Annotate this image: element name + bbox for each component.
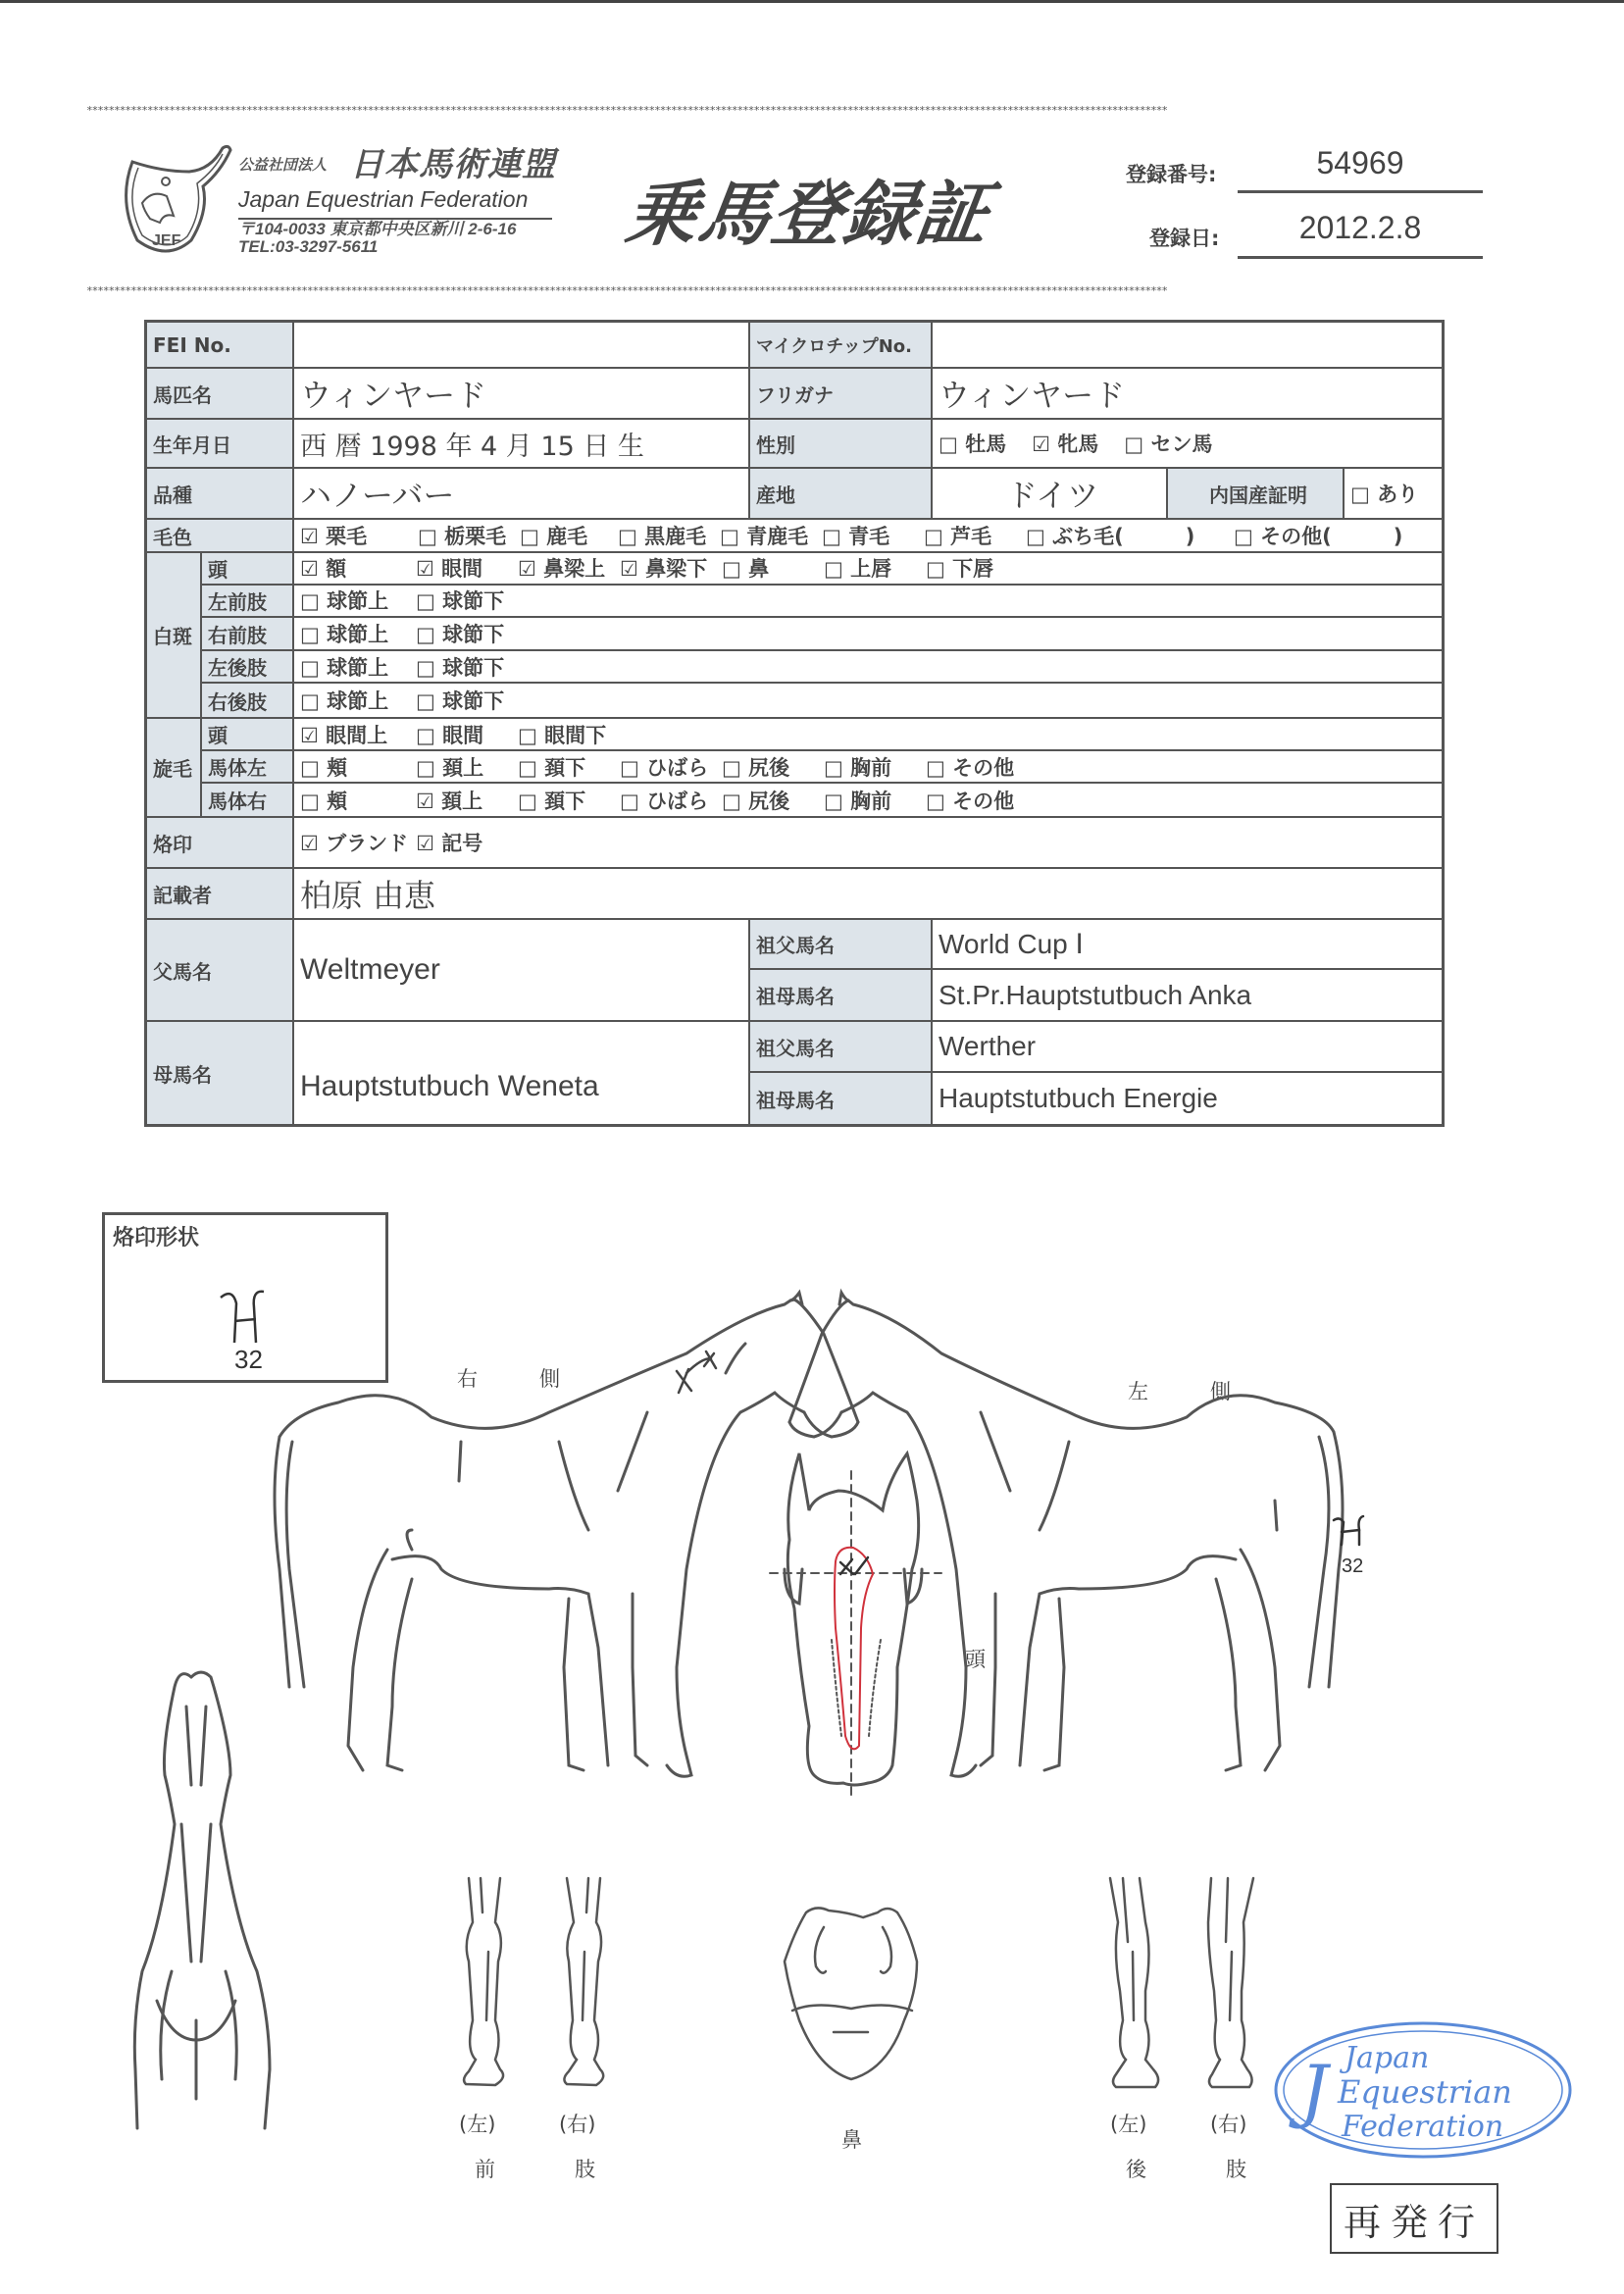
hind-label-1: 後 xyxy=(1126,2158,1146,2181)
fore-label-2: 肢 xyxy=(575,2158,595,2181)
fore-legs-icon xyxy=(464,1878,603,2085)
head-label: 頭 xyxy=(965,1648,986,1671)
top-view-horse-icon xyxy=(134,1672,270,2128)
hind-left-label: (左) xyxy=(1110,2113,1147,2136)
marking-option[interactable]: □ 鼻 xyxy=(722,557,770,582)
sex-option-mare[interactable]: ☑ 牝馬 xyxy=(1032,433,1099,456)
nose-label: 鼻 xyxy=(841,2128,862,2152)
coat-option[interactable]: □ 青毛 xyxy=(822,525,890,548)
marking-option[interactable]: ☑ 鼻梁下 xyxy=(620,557,708,582)
svg-text:Equestrian: Equestrian xyxy=(1338,2073,1512,2111)
marking-part: 右後肢 xyxy=(202,684,294,717)
fore-right-label: (右) xyxy=(559,2113,596,2136)
whorl-part: 馬体右 xyxy=(202,784,294,816)
marking-option[interactable]: □ 球節上 xyxy=(300,623,389,647)
left-side-label: 左 側 xyxy=(1128,1380,1231,1403)
jef-stamp-icon xyxy=(1271,2016,1575,2164)
registration-date: 2012.2.8 xyxy=(1298,210,1422,245)
breed-value: ハノーバー xyxy=(294,469,750,518)
sex-option-gelding[interactable]: □ セン馬 xyxy=(1124,433,1213,456)
marking-option[interactable]: ☑ 眼間 xyxy=(416,557,483,582)
org-name-en: Japan Equestrian Federation xyxy=(238,186,529,212)
svg-text:Federation: Federation xyxy=(1342,2110,1504,2144)
brand-mark-on-horse-icon xyxy=(1334,1516,1363,1545)
brand-shape-label: 烙印形状 xyxy=(113,1226,200,1250)
origin-label: 産地 xyxy=(750,469,933,518)
address: 〒104-0033 東京都中央区新川 2-6-16 xyxy=(238,220,517,238)
whorl-option[interactable]: □ その他 xyxy=(926,755,1015,780)
sire-sire-value: World Cup Ⅰ xyxy=(933,920,1442,968)
whorl-option[interactable]: □ 頚下 xyxy=(518,789,586,813)
dam-label: 母馬名 xyxy=(147,1022,294,1124)
dam-value: Hauptstutbuch Weneta xyxy=(294,1022,750,1124)
registration-number: 54969 xyxy=(1316,145,1404,180)
recorder-value: 柏原 由恵 xyxy=(294,869,1442,918)
coat-option[interactable]: □ その他( ) xyxy=(1234,525,1403,548)
recorder-label: 記載者 xyxy=(147,869,294,918)
marking-part: 右前肢 xyxy=(202,618,294,649)
registration-number-label: 登録番号: xyxy=(1126,163,1217,186)
star-divider-top: **************************************************************************************************************************************************************************************************** xyxy=(86,106,1168,116)
sire-dam-label: 祖母馬名 xyxy=(750,970,933,1020)
coat-option[interactable]: □ 芦毛 xyxy=(924,525,992,548)
whorls-label: 旋毛 xyxy=(147,719,202,816)
furigana-label: フリガナ xyxy=(750,369,933,418)
whorl-option[interactable]: □ 眼間 xyxy=(416,723,484,747)
coat-option[interactable]: □ 鹿毛 xyxy=(520,525,588,548)
sex-option-stallion[interactable]: □ 牡馬 xyxy=(939,433,1007,456)
whorl-option[interactable]: □ 胸前 xyxy=(824,755,892,780)
marking-option[interactable]: □ 球節上 xyxy=(300,655,389,680)
marking-part: 左前肢 xyxy=(202,586,294,617)
brand-option-brand[interactable]: ☑ ブランド xyxy=(300,832,409,855)
whorl-option[interactable]: ☑ 眼間上 xyxy=(300,723,388,747)
whorl-option[interactable]: □ その他 xyxy=(926,789,1015,813)
org-name: 日本馬術連盟 xyxy=(350,145,556,184)
whorl-option[interactable]: □ 尻後 xyxy=(722,755,790,780)
svg-text:J: J xyxy=(1300,2051,1329,2131)
reissue-stamp: 再発行 xyxy=(1330,2183,1498,2254)
fore-label-1: 前 xyxy=(475,2158,495,2181)
registration-date-label: 登録日: xyxy=(1149,227,1220,250)
domestic-cert-label: 内国産証明 xyxy=(1168,469,1345,518)
sire-label: 父馬名 xyxy=(147,920,294,1020)
nose-icon xyxy=(785,1908,917,2079)
whorl-mark-icon xyxy=(677,1351,716,1393)
svg-text:32: 32 xyxy=(234,1345,263,1372)
brand-label: 烙印 xyxy=(147,818,294,867)
coat-option[interactable]: □ 黒鹿毛 xyxy=(618,525,707,548)
coat-option[interactable]: ☑ 栗毛 xyxy=(300,525,368,548)
svg-text:32: 32 xyxy=(1342,1555,1364,1577)
furigana-value: ウィンヤード xyxy=(933,369,1442,418)
sire-dam-value: St.Pr.Hauptstutbuch Anka xyxy=(933,970,1442,1020)
right-side-horse-icon xyxy=(275,1293,858,1776)
marking-option[interactable]: ☑ 鼻梁上 xyxy=(518,557,606,582)
brand-option-symbol[interactable]: ☑ 記号 xyxy=(416,832,483,855)
whorl-option[interactable]: □ ひばら xyxy=(620,755,709,780)
whorl-option[interactable]: □ 胸前 xyxy=(824,789,892,813)
sex-label: 性別 xyxy=(750,420,933,467)
marking-option[interactable]: □ 下唇 xyxy=(926,557,994,582)
horse-name-value: ウィンヤード xyxy=(294,369,750,418)
dam-dam-value: Hauptstutbuch Energie xyxy=(933,1073,1442,1124)
marking-part: 頭 xyxy=(202,553,294,584)
marking-option[interactable]: □ 球節下 xyxy=(416,689,505,714)
marking-option[interactable]: □ 球節下 xyxy=(416,623,505,647)
white-markings-label: 白斑 xyxy=(147,553,202,717)
whorl-option[interactable]: □ 頚上 xyxy=(416,755,484,780)
hind-legs-icon xyxy=(1110,1878,1253,2087)
whorl-option[interactable]: □ 尻後 xyxy=(722,789,790,813)
marking-option[interactable]: □ 球節下 xyxy=(416,589,505,614)
star-divider-bottom: **************************************************************************************************************************************************************************************************** xyxy=(86,286,1168,296)
marking-option[interactable]: □ 球節下 xyxy=(416,655,505,680)
marking-option[interactable]: ☑ 額 xyxy=(300,557,347,582)
origin-value: ドイツ xyxy=(933,469,1168,518)
svg-text:Japan: Japan xyxy=(1345,2041,1430,2075)
dam-sire-label: 祖父馬名 xyxy=(750,1022,933,1071)
dam-sire-value: Werther xyxy=(933,1022,1442,1071)
hind-right-label: (右) xyxy=(1210,2113,1247,2136)
breed-label: 品種 xyxy=(147,469,294,518)
whorl-option[interactable]: □ 頬 xyxy=(300,755,348,780)
marking-option[interactable]: □ 上唇 xyxy=(824,557,892,582)
fei-label: FEI No. xyxy=(147,323,294,367)
whorl-option[interactable]: □ 頬 xyxy=(300,789,348,813)
document-title: 乗馬登録証 xyxy=(621,173,996,255)
marking-option[interactable]: □ 球節上 xyxy=(300,689,389,714)
sire-value: Weltmeyer xyxy=(294,920,750,1020)
front-head-icon xyxy=(785,1453,922,1785)
fore-left-label: (左) xyxy=(459,2113,496,2136)
microchip-label: マイクロチップNo. xyxy=(750,323,933,367)
hind-label-2: 肢 xyxy=(1226,2158,1246,2181)
right-side-label: 右 側 xyxy=(457,1367,560,1391)
birth-value: 西 暦 1998 年 4 月 15 日 生 xyxy=(294,420,750,467)
svg-text:JEF: JEF xyxy=(152,232,181,249)
birth-label: 生年月日 xyxy=(147,420,294,467)
coat-option[interactable]: □ ぶち毛( ) xyxy=(1026,525,1195,548)
whorl-option[interactable]: □ ひばら xyxy=(620,789,709,813)
tel: TEL:03-3297-5611 xyxy=(238,237,379,256)
whorl-option[interactable]: □ 眼間下 xyxy=(518,723,607,747)
whorl-option[interactable]: □ 頚下 xyxy=(518,755,586,780)
whorl-part: 頭 xyxy=(202,719,294,749)
coat-option[interactable]: □ 青鹿毛 xyxy=(720,525,809,548)
whorl-part: 馬体左 xyxy=(202,751,294,782)
sire-sire-label: 祖父馬名 xyxy=(750,920,933,968)
coat-color-label: 毛色 xyxy=(147,520,294,551)
org-prefix: 公益社団法人 xyxy=(238,156,328,174)
marking-part: 左後肢 xyxy=(202,651,294,683)
whorl-option[interactable]: ☑ 頚上 xyxy=(416,789,483,813)
coat-option[interactable]: □ 栃栗毛 xyxy=(418,525,507,548)
domestic-cert-option[interactable]: □ あり xyxy=(1345,469,1442,518)
horse-name-label: 馬匹名 xyxy=(147,369,294,418)
marking-option[interactable]: □ 球節上 xyxy=(300,589,389,614)
dam-dam-label: 祖母馬名 xyxy=(750,1073,933,1124)
